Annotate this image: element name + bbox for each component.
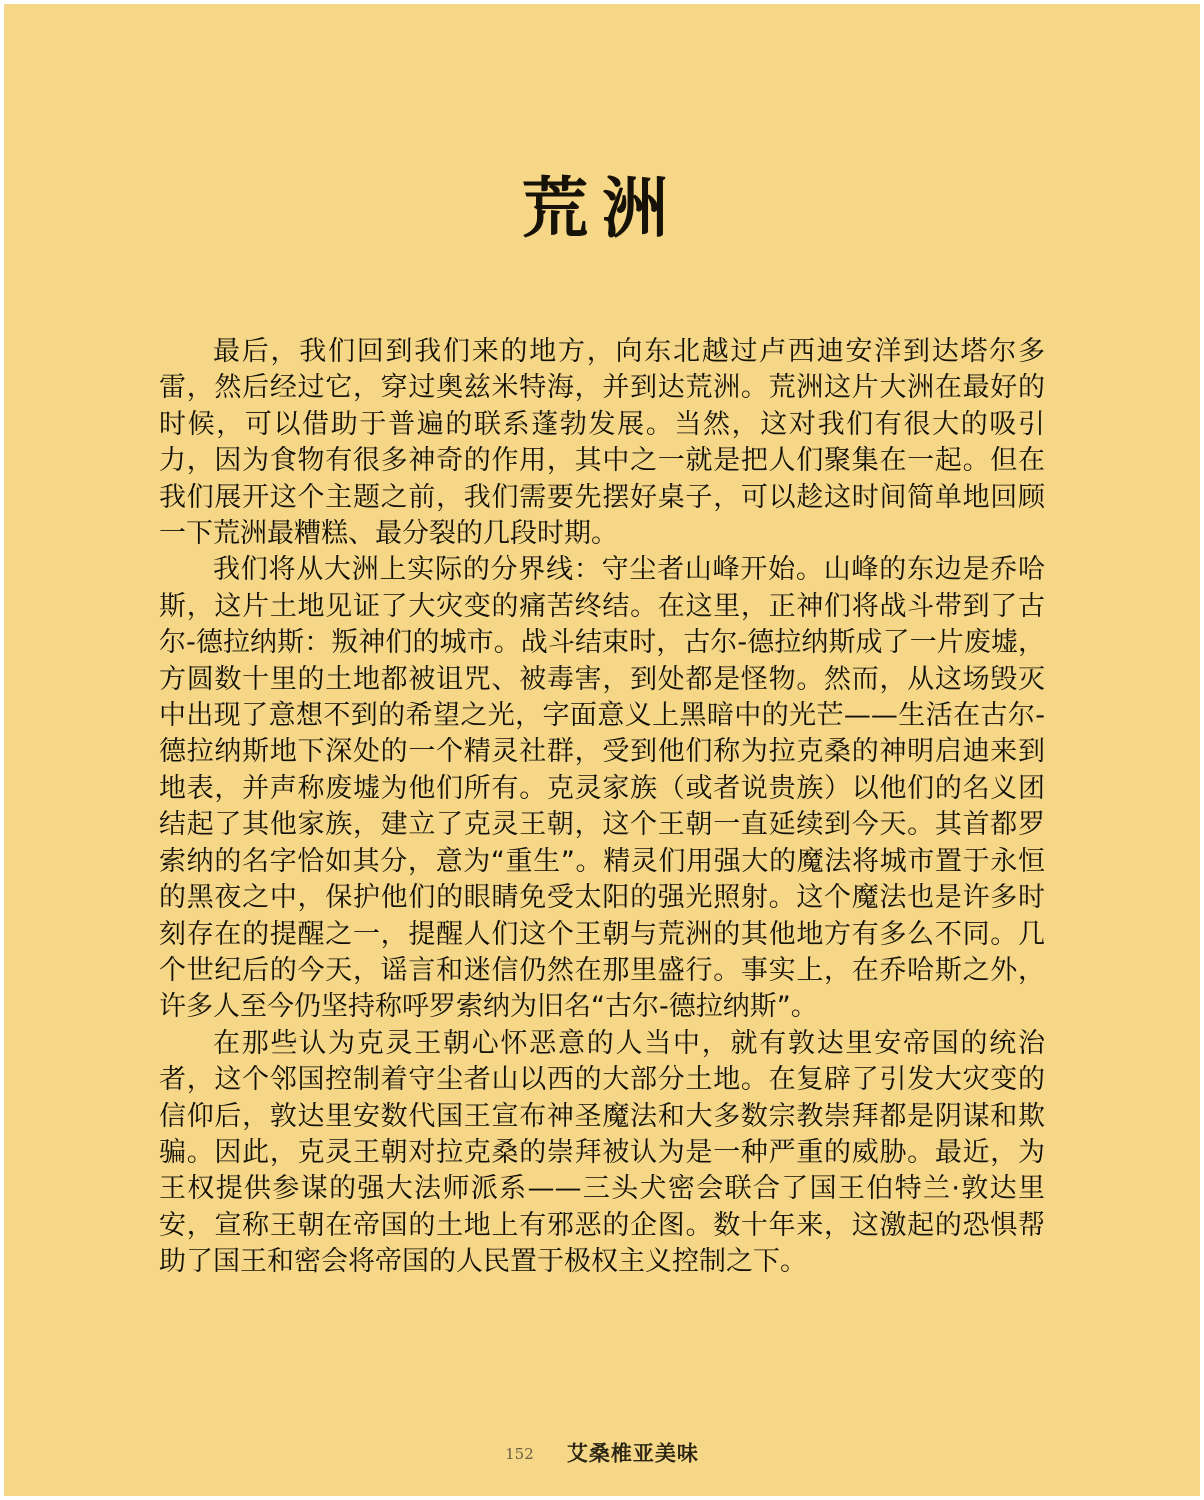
body-text — [159, 334, 1045, 1281]
paragraph-2: 我们将从大洲上实际的分界线：守尘者山峰开始。山峰的东边是乔哈斯，这片土地见证了大灾变的痛苦终结。在这里，正神们将战斗带到了古尔-德拉纳斯：叛神们的城市。战斗结束时，古尔-德拉纳斯成了一片废墟，方圆数十里的土地都被诅咒、被毒害，到处都是怪物。然而，从这场毁灭中出现了意想不到的希望之光，字面意义上黑暗中的光芒——生活在古尔-德拉纳斯地下深处的一个精灵社群，受到他们称为拉克桑的神明启迪来到地表，并声称废墟为他们所有。克灵家族（或者说贵族）以他们的名义团结起了其他家族，建立了克灵王朝，这个王朝一直延续到今天。其首都罗索纳的名字恰如其分，意为“重生”。精灵们用强大的魔法将城市置于永恒的黑夜之中，保护他们的眼睛免受太阳的强光照射。这个魔法也是许多时刻存在的提醒之一，提醒人们这个王朝与荒洲的其他地方有多么不同。几个世纪后的今天，谣言和迷信仍然在那里盛行。事实上，在乔哈斯之外，许多人至今仍坚持称呼罗索纳为旧名“古尔-德拉纳斯”。 — [159, 554, 1045, 1023]
book-page — [4, 4, 1200, 1496]
page-number: 152 — [505, 1444, 534, 1463]
paragraph-3: 在那些认为克灵王朝心怀恶意的人当中，就有敦达里安帝国的统治者，这个邻国控制着守尘者山以西的大部分土地。在复辟了引发大灾变的信仰后，敦达里安数代国王宣布神圣魔法和大多数宗教崇拜都是阴谋和欺骗。因此，克灵王朝对拉克桑的崇拜被认为是一种严重的威胁。最近，为王权提供参谋的强大法师派系——三头犬密会联合了国王伯特兰·敦达里安，宣称王朝在帝国的土地上有邪恶的企图。数十年来，这激起的恐惧帮助了国王和密会将帝国的人民置于极权主义控制之下。 — [159, 1027, 1045, 1278]
page-footer — [4, 1438, 1200, 1469]
paragraph-1: 最后，我们回到我们来的地方，向东北越过卢西迪安洋到达塔尔多雷，然后经过它，穿过奥兹米特海，并到达荒洲。荒洲这片大洲在最好的时候，可以借助于普遍的联系蓬勃发展。当然，这对我们有很大的吸引力，因为食物有很多神奇的作用，其中之一就是把人们聚集在一起。但在我们展开这个主题之前，我们需要先摆好桌子，可以趁这时间简单地回顾一下荒洲最糟糕、最分裂的几段时期。 — [159, 336, 1045, 550]
page-title: 荒洲 — [522, 170, 682, 248]
running-book-title: 艾桑椎亚美味 — [566, 1441, 699, 1466]
